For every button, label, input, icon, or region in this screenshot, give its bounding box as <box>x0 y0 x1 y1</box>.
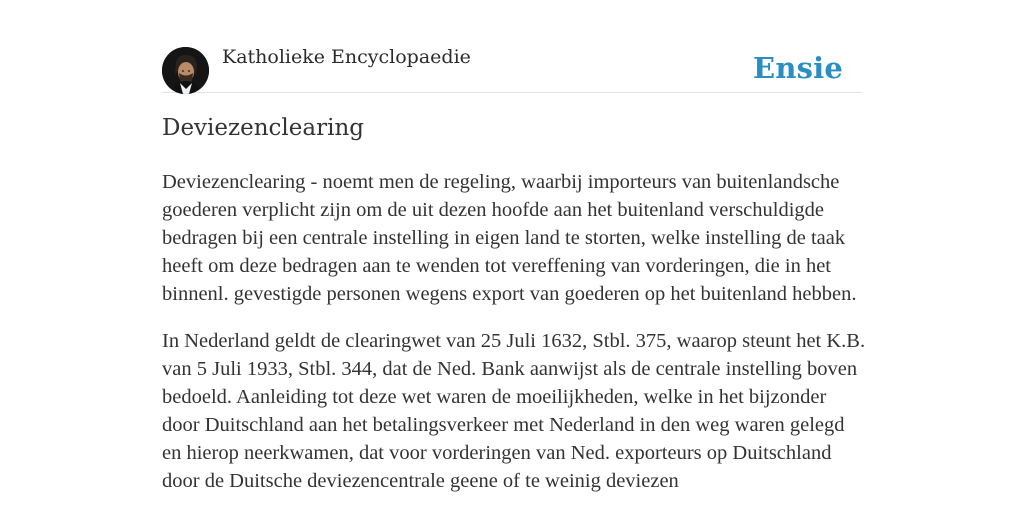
source-title[interactable]: Katholieke Encyclopaedie <box>222 46 471 68</box>
header <box>162 45 862 93</box>
article-body <box>162 168 867 512</box>
brand-logo-link[interactable]: Ensie <box>753 51 843 85</box>
article-paragraph: Deviezenclearing - noemt men de regeling, waarbij importeurs van buitenlandsche goederen verplicht zijn om de uit dezen hoofde aan het buitenland verschuldigde bedragen bij een centrale instelling in eigen land te storten, welke instelling de taak heeft om deze bedragen aan te wenden tot vereffening van vorderingen, die in het binnenl. gevestigde personen wegens export van goederen op het buitenland hebben. <box>162 171 857 305</box>
article-paragraph: In Nederland geldt de clearingwet van 25 Juli 1632, Stbl. 375, waarop steunt het K.B. van 5 Juli 1933, Stbl. 344, dat de Ned. Bank aanwijst als de centrale instelling boven bedoeld. Aanleiding tot deze wet waren de moeilijkheden, welke in het bijzonder door Duitschland aan het betalingsverkeer met Nederland in den weg waren gelegd en hierop neerkwamen, dat voor vorderingen van Ned. exporteurs op Duitschland door de Duitsche deviezencentrale geene of te weinig deviezen <box>162 330 866 492</box>
portrait-avatar-icon[interactable] <box>162 47 209 94</box>
article-title: Deviezenclearing <box>162 115 365 141</box>
